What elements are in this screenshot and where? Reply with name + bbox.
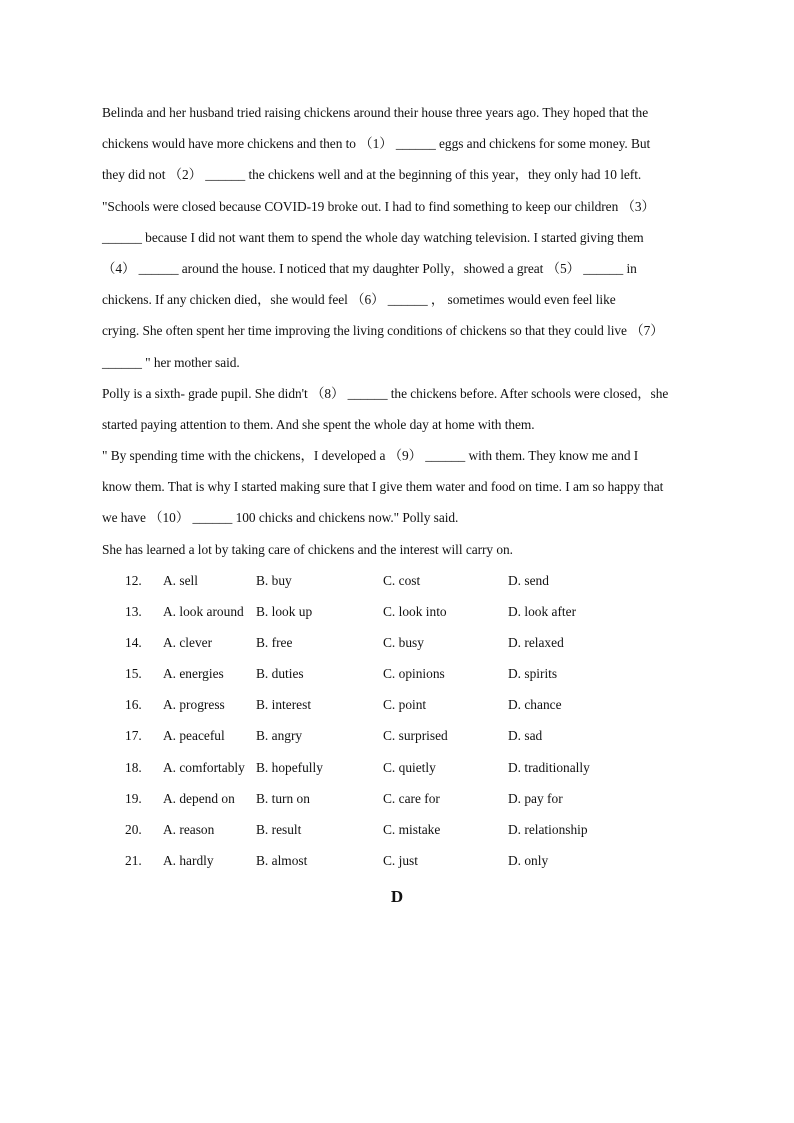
option-d: D. relationship [508, 821, 588, 837]
option-b: B. hopefully [256, 759, 323, 775]
question-number: 16. [125, 697, 142, 713]
passage-line: "Schools were closed because COVID-19 broke out. I had to find something to keep our children （3） [102, 198, 655, 214]
question-row [125, 848, 725, 879]
option-d: D. only [508, 852, 549, 868]
question-number: 19. [125, 790, 142, 806]
option-d: D. spirits [508, 666, 558, 682]
passage-line: （4） ______ around the house. I noticed that my daughter Polly，showed a great （5） ______ in [102, 260, 637, 276]
question-row [125, 630, 725, 661]
question-row [125, 599, 725, 630]
option-c: C. cost [383, 573, 421, 588]
option-a: A. energies [163, 666, 224, 682]
option-b: B. angry [256, 728, 303, 744]
option-a: A. comfortably [163, 759, 245, 775]
option-b: B. look up [256, 604, 313, 620]
question-number: 14. [125, 635, 142, 651]
option-a: A. reason [163, 821, 215, 837]
question-row [125, 817, 725, 848]
option-c: C. just [383, 852, 418, 868]
passage-line: chickens. If any chicken died，she would feel （6） ______ ， sometimes would even feel like [102, 292, 616, 308]
passage-line: ______ because I did not want them to spend the whole day watching television. I started giving them [102, 229, 644, 245]
question-row [125, 755, 725, 786]
question-row [125, 723, 725, 754]
option-d: D. look after [508, 604, 577, 620]
option-d: D. sad [508, 728, 543, 744]
question-number: 18. [125, 759, 142, 775]
question-number: 17. [125, 728, 142, 744]
question-number: 12. [125, 573, 142, 588]
option-b: B. result [256, 821, 302, 837]
passage-line: crying. She often spent her time improving the living conditions of chickens so that they could live （7） [102, 323, 664, 339]
passage-line: they did not （2） ______ the chickens well and at the beginning of this year，they only had 10 left. [102, 167, 642, 183]
question-number: 21. [125, 852, 142, 868]
question-number: 13. [125, 604, 142, 620]
question-row [125, 568, 725, 599]
passage-line: Belinda and her husband tried raising chickens around their house three years ago. They hoped that the [102, 105, 649, 120]
option-c: C. opinions [383, 666, 445, 682]
question-options [125, 568, 725, 879]
option-d: D. chance [508, 697, 562, 713]
question-number: 15. [125, 666, 142, 682]
passage-line: know them. That is why I started making sure that I give them water and food on time. I am so happy that [102, 479, 664, 495]
option-a: A. sell [163, 573, 198, 588]
option-c: C. quietly [383, 759, 436, 775]
option-a: A. hardly [163, 852, 214, 868]
passage-line: ______ " her mother said. [102, 354, 240, 370]
question-row [125, 661, 725, 692]
passage-line: chickens would have more chickens and then to （1） ______ eggs and chickens for some money. But [102, 136, 651, 152]
passage-line: we have （10） ______ 100 chicks and chickens now." Polly said. [102, 510, 459, 526]
option-c: C. surprised [383, 728, 448, 744]
option-a: A. clever [163, 635, 213, 651]
option-b: B. interest [256, 697, 312, 713]
passage-line: She has learned a lot by taking care of chickens and the interest will carry on. [102, 541, 513, 557]
option-c: C. look into [383, 604, 447, 620]
option-d: D. pay for [508, 790, 563, 806]
passage-line: " By spending time with the chickens，I developed a （9） ______ with them. They know me and I [102, 448, 639, 464]
option-a: A. depend on [163, 790, 235, 806]
question-number: 20. [125, 821, 142, 837]
option-b: B. buy [256, 573, 292, 588]
option-b: B. turn on [256, 790, 310, 806]
option-a: A. look around [163, 604, 244, 620]
option-b: B. duties [256, 666, 304, 682]
passage-line: started paying attention to them. And she spent the whole day at home with them. [102, 416, 535, 432]
option-d: D. traditionally [508, 759, 590, 775]
option-c: C. point [383, 697, 427, 713]
option-a: A. progress [163, 697, 225, 713]
section-heading: D [390, 887, 404, 906]
option-c: C. care for [383, 790, 440, 806]
option-b: B. free [256, 635, 293, 651]
option-a: A. peaceful [163, 728, 225, 744]
option-d: D. relaxed [508, 635, 564, 651]
passage-line: Polly is a sixth- grade pupil. She didn't （8） ______ the chickens before. After schools were closed，she [102, 385, 669, 401]
option-c: C. busy [383, 635, 424, 651]
question-row [125, 786, 725, 817]
reading-passage [102, 100, 702, 568]
question-row [125, 692, 725, 723]
option-b: B. almost [256, 852, 308, 868]
option-d: D. send [508, 573, 549, 588]
option-c: C. mistake [383, 821, 441, 837]
